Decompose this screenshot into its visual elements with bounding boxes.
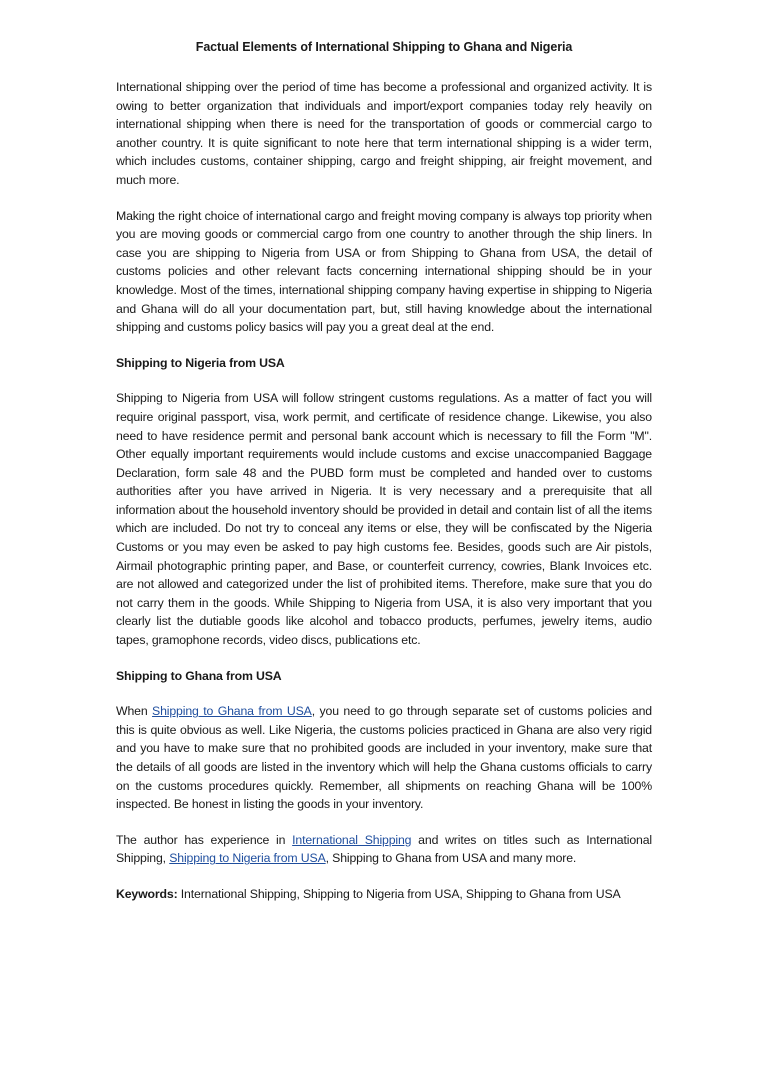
- shipping-to-nigeria-link[interactable]: Shipping to Nigeria from USA: [169, 851, 326, 866]
- author-paragraph: [116, 831, 652, 868]
- section-body-nigeria: Shipping to Nigeria from USA will follow stringent customs regulations. As a matter of fact you will require original passport, visa, work permit, and certificate of residence change. Likewise, you also need to have residence permit and personal bank account which is necessary to fill the Form "M". Other equally important requirements would include customs and excise unaccompanied Baggage Declaration, form sale 48 and the PUBD form must be completed and handed over to customs authorities after you have arrived in Nigeria. It is very necessary and a prerequisite that all information about the household inventory should be provided in detail and contain list of all the items which are included. Do not try to conceal any items or else, they will be confiscated by the Nigeria Customs or you may even be asked to pay high customs fee. Besides, goods such are Air pistols, Airmail photographic printing paper, and Base, or counterfeit currency, cowries, Blank Invoices etc. are not allowed and categorized under the list of prohibited items. Therefore, make sure that you do not carry them in the goods. While Shipping to Nigeria from USA, it is also very important that you clearly list the dutiable goods like alcohol and tobacco products, perfumes, jewelry items, audio tapes, gramophone records, video discs, publications etc.: [116, 391, 652, 648]
- intro-paragraph-2: Making the right choice of international cargo and freight moving company is always top priority when you are moving goods or commercial cargo from one country to another through the ship liners. In case you are shipping to Nigeria from USA or from Shipping to Ghana from USA, the detail of customs policies and other relevant facts concerning international shipping should be in your knowledge. Most of the times, international shipping company having expertise in shipping to Nigeria and Ghana will do all your documentation part, but, still having knowledge about the international shipping and customs policy basics will pay you a great deal at the end.: [116, 208, 652, 335]
- shipping-to-ghana-link[interactable]: Shipping to Ghana from USA: [152, 704, 312, 719]
- ghana-body-prefix: When: [116, 704, 153, 719]
- author-suffix: , Shipping to Ghana from USA and many more.: [325, 851, 577, 866]
- author-prefix: The author has experience in: [116, 832, 293, 847]
- author-middle: and writes on titles such as International Shipping,: [116, 832, 652, 866]
- keywords-paragraph: [116, 885, 652, 904]
- keywords-label: Keywords:: [116, 886, 178, 901]
- section-heading-nigeria: Shipping to Nigeria from USA: [116, 355, 285, 370]
- section-heading-ghana: Shipping to Ghana from USA: [116, 668, 282, 683]
- keywords-text: International Shipping, Shipping to Nigeria from USA, Shipping to Ghana from USA: [177, 886, 621, 901]
- ghana-body-suffix: , you need to go through separate set of customs policies and this is quite obvious as well. Like Nigeria, the customs policies practiced in Ghana are also very rigid and you have to make sure that no prohibited goods are included in your inventory, make sure that the details of all goods are listed in the inventory which will help the Ghana customs officials to carry on the customs procedures quickly. Remember, all shipments on reaching Ghana will be 100% inspected. Be honest in listing the goods in your inventory.: [116, 704, 652, 812]
- intro-paragraph-1: International shipping over the period of time has become a professional and organized activity. It is owing to better organization that individuals and import/export companies today rely heavily on international shipping when there is need for the transportation of goods or commercial cargo to another country. It is quite significant to note here that term international shipping is a wider term, which includes customs, container shipping, cargo and freight shipping, air freight movement, and much more.: [116, 80, 652, 187]
- document-title: Factual Elements of International Shipping to Ghana and Nigeria: [195, 40, 573, 54]
- document-page: [116, 38, 652, 921]
- section-body-ghana: [116, 702, 652, 814]
- international-shipping-link[interactable]: International Shipping: [292, 832, 412, 847]
